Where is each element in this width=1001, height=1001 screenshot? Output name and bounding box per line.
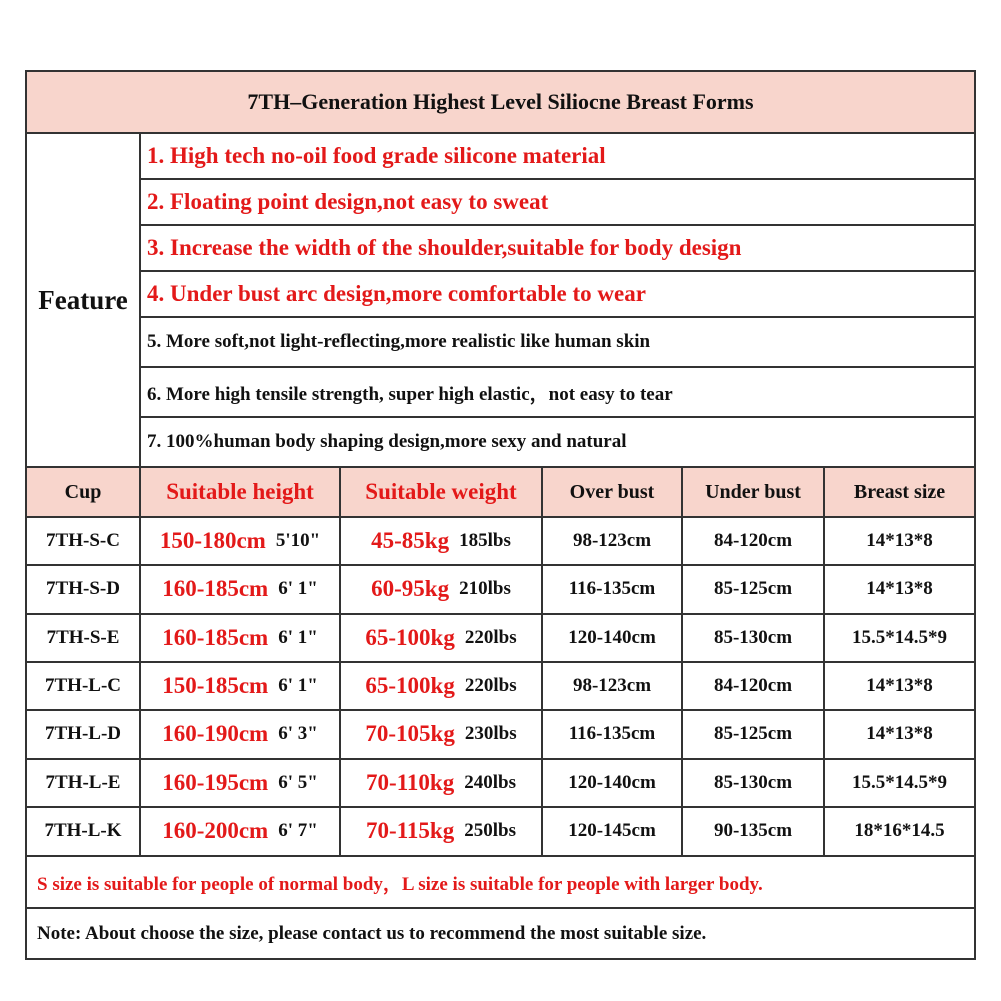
cell-weight xyxy=(341,663,541,709)
feature-text: 3. Increase the width of the shoulder,suitable for body design xyxy=(147,235,742,260)
feature-item xyxy=(141,134,974,178)
size-note-row xyxy=(27,857,974,907)
header-cup xyxy=(27,468,139,516)
cell-weight xyxy=(341,760,541,806)
feature-item xyxy=(141,318,974,366)
cell-breast-size xyxy=(825,663,974,709)
weight-lbs-value: 250lbs xyxy=(464,820,516,841)
cell-weight xyxy=(341,566,541,612)
weight-lbs-value: 230lbs xyxy=(464,723,517,744)
weight-kg-value: 65-100kg xyxy=(365,673,455,698)
header-over-bust xyxy=(543,468,681,516)
cell-under-bust xyxy=(683,566,823,612)
cell-breast-size xyxy=(825,518,974,564)
weight-lbs-value: 220lbs xyxy=(464,675,517,696)
height-ft-value: 6' 1" xyxy=(278,578,318,599)
feature-text: 5. More soft,not light-reflecting,more realistic like human skin xyxy=(147,331,651,352)
weight-kg-value: 70-115kg xyxy=(366,818,455,843)
contact-note-row xyxy=(27,909,974,958)
cell-height xyxy=(141,518,339,564)
cup-value: 7TH-L-C xyxy=(45,675,121,696)
height-cm-value: 150-180cm xyxy=(159,528,266,553)
header-cup-label: Cup xyxy=(64,480,102,503)
feature-item xyxy=(141,368,974,416)
cell-over-bust xyxy=(543,615,681,661)
cell-breast-size xyxy=(825,760,974,806)
weight-lbs-value: 240lbs xyxy=(464,772,516,793)
height-cm-value: 160-190cm xyxy=(162,721,269,746)
cell-over-bust xyxy=(543,663,681,709)
header-under-bust xyxy=(683,468,823,516)
cup-value: 7TH-S-C xyxy=(46,530,120,551)
weight-kg-value: 65-100kg xyxy=(365,625,455,650)
cell-cup xyxy=(27,760,139,806)
height-cm-value: 160-185cm xyxy=(162,625,269,650)
under-bust-value: 85-125cm xyxy=(713,723,793,744)
header-height-label: Suitable height xyxy=(166,479,314,504)
breast-size-value: 14*13*8 xyxy=(866,530,933,551)
height-cm-value: 160-195cm xyxy=(162,770,269,795)
feature-label-cell xyxy=(27,134,139,466)
over-bust-value: 120-145cm xyxy=(568,820,656,841)
height-ft-value: 6' 5" xyxy=(278,772,318,793)
cell-under-bust xyxy=(683,760,823,806)
weight-lbs-value: 220lbs xyxy=(464,627,517,648)
cell-height xyxy=(141,663,339,709)
over-bust-value: 120-140cm xyxy=(568,772,656,793)
under-bust-value: 84-120cm xyxy=(713,530,793,551)
cell-over-bust xyxy=(543,566,681,612)
cell-cup xyxy=(27,663,139,709)
cell-weight xyxy=(341,518,541,564)
feature-text: 2. Floating point design,not easy to sweat xyxy=(147,189,549,214)
cell-breast-size xyxy=(825,566,974,612)
height-ft-value: 6' 1" xyxy=(278,675,318,696)
breast-size-value: 15.5*14.5*9 xyxy=(852,772,947,793)
feature-text: 7. 100%human body shaping design,more sexy and natural xyxy=(147,431,627,452)
contact-note: Note: About choose the size, please contact us to recommend the most suitable size. xyxy=(37,922,707,944)
cup-value: 7TH-L-K xyxy=(44,820,122,841)
cell-breast-size xyxy=(825,808,974,854)
breast-size-value: 14*13*8 xyxy=(866,578,933,599)
cell-over-bust xyxy=(543,808,681,854)
cell-under-bust xyxy=(683,663,823,709)
under-bust-value: 85-125cm xyxy=(713,578,793,599)
under-bust-value: 84-120cm xyxy=(713,675,793,696)
cell-cup xyxy=(27,518,139,564)
cell-weight xyxy=(341,711,541,757)
under-bust-value: 85-130cm xyxy=(713,772,793,793)
under-bust-value: 90-135cm xyxy=(713,820,793,841)
cell-cup xyxy=(27,615,139,661)
weight-kg-value: 70-105kg xyxy=(365,721,455,746)
breast-size-value: 15.5*14.5*9 xyxy=(852,627,947,648)
over-bust-value: 98-123cm xyxy=(572,530,652,551)
feature-item xyxy=(141,180,974,224)
height-ft-value: 6' 7" xyxy=(278,820,318,841)
breast-size-value: 18*16*14.5 xyxy=(854,820,945,841)
cup-value: 7TH-S-D xyxy=(46,578,120,599)
title-row xyxy=(27,72,974,132)
cell-over-bust xyxy=(543,760,681,806)
cell-cup xyxy=(27,808,139,854)
height-ft-value: 6' 3" xyxy=(278,723,318,744)
height-cm-value: 150-185cm xyxy=(162,673,269,698)
feature-item xyxy=(141,226,974,270)
height-ft-value: 5'10" xyxy=(275,530,321,551)
weight-kg-value: 60-95kg xyxy=(371,576,450,601)
weight-lbs-value: 210lbs xyxy=(459,578,511,599)
feature-label: Feature xyxy=(38,284,128,315)
cell-under-bust xyxy=(683,615,823,661)
cell-weight xyxy=(341,808,541,854)
feature-item xyxy=(141,418,974,466)
cell-cup xyxy=(27,566,139,612)
page-title: 7TH–Generation Highest Level Siliocne Breast Forms xyxy=(247,89,754,114)
weight-lbs-value: 185lbs xyxy=(459,530,511,551)
feature-text: 6. More high tensile strength, super high elastic，not easy to tear xyxy=(147,383,673,405)
under-bust-value: 85-130cm xyxy=(713,627,793,648)
size-note: S size is suitable for people of normal body，L size is suitable for people with larger body. xyxy=(37,873,763,895)
feature-item xyxy=(141,272,974,316)
cell-under-bust xyxy=(683,711,823,757)
cell-over-bust xyxy=(543,518,681,564)
header-under-bust-label: Under bust xyxy=(705,480,801,503)
cell-height xyxy=(141,566,339,612)
header-breast-size xyxy=(825,468,974,516)
breast-size-value: 14*13*8 xyxy=(866,675,933,696)
cup-value: 7TH-L-D xyxy=(45,723,121,744)
over-bust-value: 116-135cm xyxy=(568,723,656,744)
cell-breast-size xyxy=(825,711,974,757)
breast-size-value: 14*13*8 xyxy=(866,723,933,744)
header-breast-size-label: Breast size xyxy=(853,480,946,503)
height-cm-value: 160-200cm xyxy=(162,818,269,843)
weight-kg-value: 70-110kg xyxy=(366,770,455,795)
cup-value: 7TH-S-E xyxy=(46,627,120,648)
cell-breast-size xyxy=(825,615,974,661)
cup-value: 7TH-L-E xyxy=(45,772,121,793)
feature-text: 1. High tech no-oil food grade silicone material xyxy=(147,143,606,168)
cell-height xyxy=(141,808,339,854)
over-bust-value: 98-123cm xyxy=(572,675,652,696)
header-weight-label: Suitable weight xyxy=(365,479,517,504)
height-cm-value: 160-185cm xyxy=(162,576,269,601)
cell-over-bust xyxy=(543,711,681,757)
cell-weight xyxy=(341,615,541,661)
cell-height xyxy=(141,711,339,757)
feature-text: 4. Under bust arc design,more comfortable to wear xyxy=(147,281,646,306)
height-ft-value: 6' 1" xyxy=(278,627,318,648)
over-bust-value: 120-140cm xyxy=(568,627,656,648)
cell-cup xyxy=(27,711,139,757)
cell-under-bust xyxy=(683,518,823,564)
header-over-bust-label: Over bust xyxy=(569,480,655,503)
cell-under-bust xyxy=(683,808,823,854)
over-bust-value: 116-135cm xyxy=(568,578,656,599)
header-weight xyxy=(341,468,541,516)
header-height xyxy=(141,468,339,516)
weight-kg-value: 45-85kg xyxy=(371,528,450,553)
cell-height xyxy=(141,760,339,806)
cell-height xyxy=(141,615,339,661)
